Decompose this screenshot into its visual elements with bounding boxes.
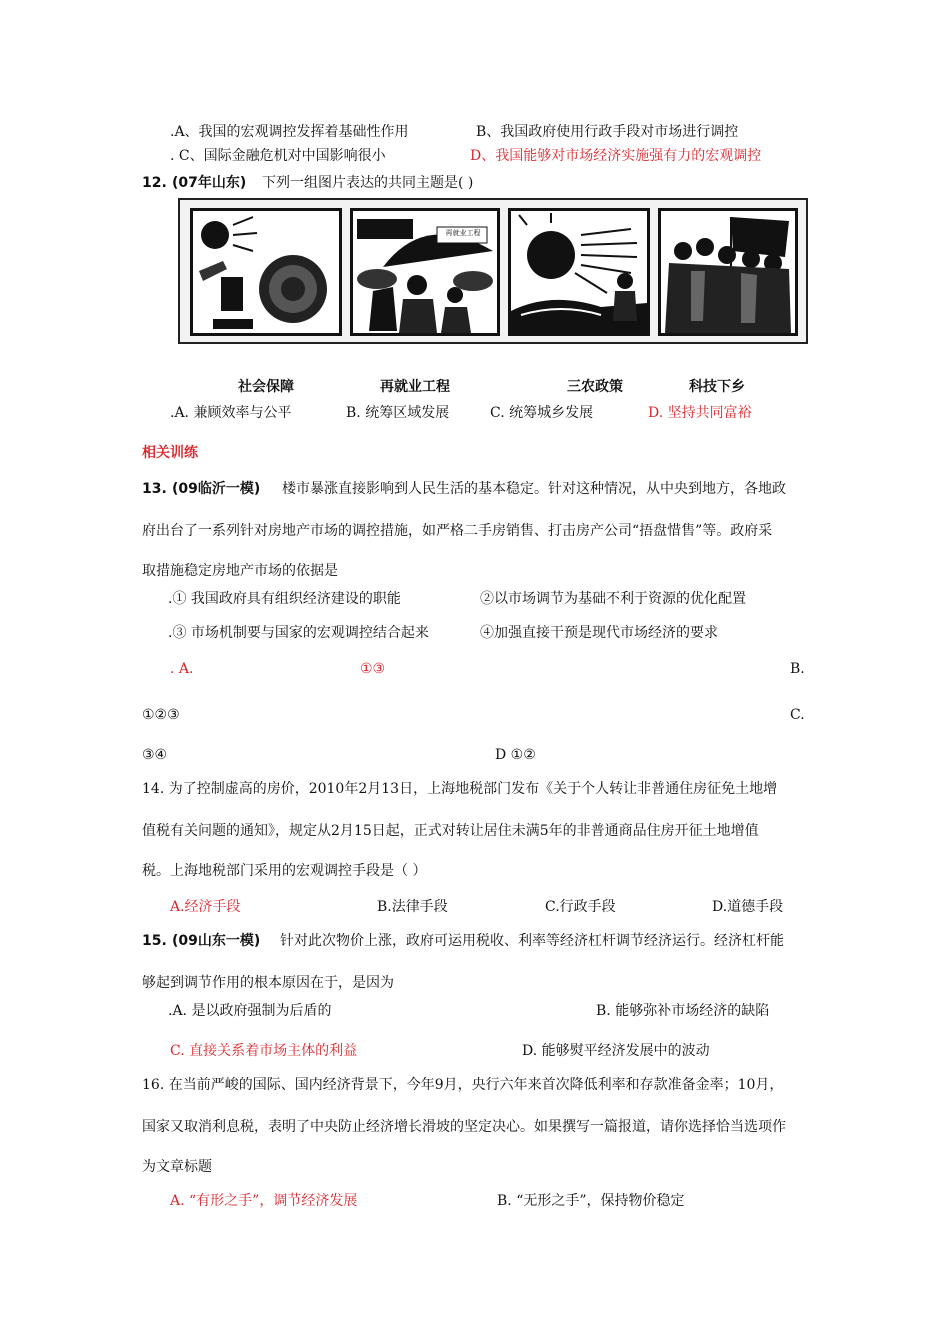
agriculture-policy-illustration: [511, 211, 647, 333]
q13-statement-4: ④加强直接干预是现代市场经济的要求: [480, 625, 718, 641]
q11-option-b: B、我国政府使用行政手段对市场进行调控: [476, 124, 739, 140]
q16-line1: 16. 在当前严峻的国际、国内经济背景下，今年9月，央行六年来首次降低利率和存款准备金率；10月，: [142, 1077, 784, 1093]
caption-agriculture-policy: 三农政策: [567, 379, 623, 395]
q14-option-a: A.经济手段: [170, 899, 241, 915]
q15-option-d: D. 能够熨平经济发展中的波动: [522, 1043, 710, 1059]
q14-option-b: B.法律手段: [377, 899, 448, 915]
q11-option-a: .A、我国的宏观调控发挥着基础性作用: [170, 124, 409, 140]
q14-option-c: C.行政手段: [545, 899, 616, 915]
q14-line1: 14. 为了控制虚高的房价，2010年2月13日，上海地税部门发布《关于个人转让非普通住房征免土地增: [142, 781, 778, 797]
q13-option-a-value: ①③: [360, 661, 386, 677]
q13-statement-3: .③ 市场机制要与国家的宏观调控结合起来: [168, 625, 429, 641]
q15-number: 15.: [142, 933, 167, 949]
q11-option-d: D、我国能够对市场经济实施强有力的宏观调控: [470, 148, 762, 164]
q15-source: (09山东一模): [172, 933, 261, 949]
panel-reemployment: [350, 208, 500, 336]
q12-option-b: B. 统筹区域发展: [346, 405, 450, 421]
caption-technology-countryside: 科技下乡: [689, 379, 745, 395]
q11-option-c: . C、国际金融危机对中国影响很小: [170, 148, 386, 164]
q13-line1: 楼市暴涨直接影响到人民生活的基本稳定。针对这种情况，从中央到地方，各地政: [282, 481, 786, 497]
q13-number: 13.: [142, 481, 167, 497]
q13-statement-1: .① 我国政府具有组织经济建设的职能: [168, 591, 401, 607]
q15-line2: 够起到调节作用的根本原因在于，是因为: [142, 975, 394, 991]
q12-option-a: .A. 兼顾效率与公平: [170, 405, 292, 421]
q12-option-d: D. 坚持共同富裕: [648, 405, 752, 421]
q14-line3: 税。上海地税部门采用的宏观调控手段是（ ）: [142, 863, 427, 879]
q16-option-a: A. “有形之手”，调节经济发展: [170, 1193, 358, 1209]
q15-line1: 针对此次物价上涨，政府可运用税收、利率等经济杠杆调节经济运行。经济杠杆能: [280, 933, 784, 949]
caption-social-security: 社会保障: [238, 379, 294, 395]
q13-statement-2: ②以市场调节为基础不利于资源的优化配置: [480, 591, 746, 607]
q15-option-c: C. 直接关系着市场主体的利益: [170, 1043, 358, 1059]
section-title: 相关训练: [142, 445, 198, 461]
q16-option-b: B. “无形之手”，保持物价稳定: [497, 1193, 685, 1209]
q13-option-c-value: ③④: [142, 747, 168, 763]
q14-option-d: D.道德手段: [712, 899, 784, 915]
q13-option-c-label: C.: [790, 707, 805, 723]
q12-option-c: C. 统筹城乡发展: [490, 405, 594, 421]
technology-countryside-illustration: [661, 211, 795, 333]
social-security-illustration: [193, 211, 339, 333]
q13-option-a-label: . A.: [170, 661, 194, 677]
q15-option-b: B. 能够弥补市场经济的缺陷: [596, 1003, 770, 1019]
q16-line2: 国家又取消利息税，表明了中央防止经济增长滑坡的坚定决心。如果撰写一篇报道，请你选择恰当选项作: [142, 1119, 786, 1135]
q16-line3: 为文章标题: [142, 1159, 212, 1175]
q15-option-a: .A. 是以政府强制为后盾的: [168, 1003, 332, 1019]
q13-option-d: D ①②: [495, 747, 536, 763]
caption-reemployment: 再就业工程: [380, 379, 450, 395]
panel-technology-countryside: [658, 208, 798, 336]
reemployment-sign: 再就业工程: [445, 229, 481, 237]
q13-source: (09临沂一模): [172, 481, 261, 497]
q13-option-b-value: ①②③: [142, 707, 180, 723]
q13-option-b-label: B.: [790, 661, 805, 677]
q14-line2: 值税有关问题的通知》，规定从2月15日起，正式对转让居住未满5年的非普通商品住房开征土地增值: [142, 823, 759, 839]
q13-line3: 取措施稳定房地产市场的依据是: [142, 563, 338, 579]
q12-stem: 下列一组图片表达的共同主题是( ): [262, 175, 474, 191]
q13-line2: 府出台了一系列针对房地产市场的调控措施，如严格二手房销售、打击房产公司“捂盘惜售”等。政府采: [142, 523, 773, 539]
panel-social-security: [190, 208, 342, 336]
q12-source: (07年山东): [172, 175, 247, 191]
q12-picture-strip: [178, 198, 808, 344]
panel-agriculture-policy: [508, 208, 650, 336]
q12-number: 12.: [142, 175, 167, 191]
